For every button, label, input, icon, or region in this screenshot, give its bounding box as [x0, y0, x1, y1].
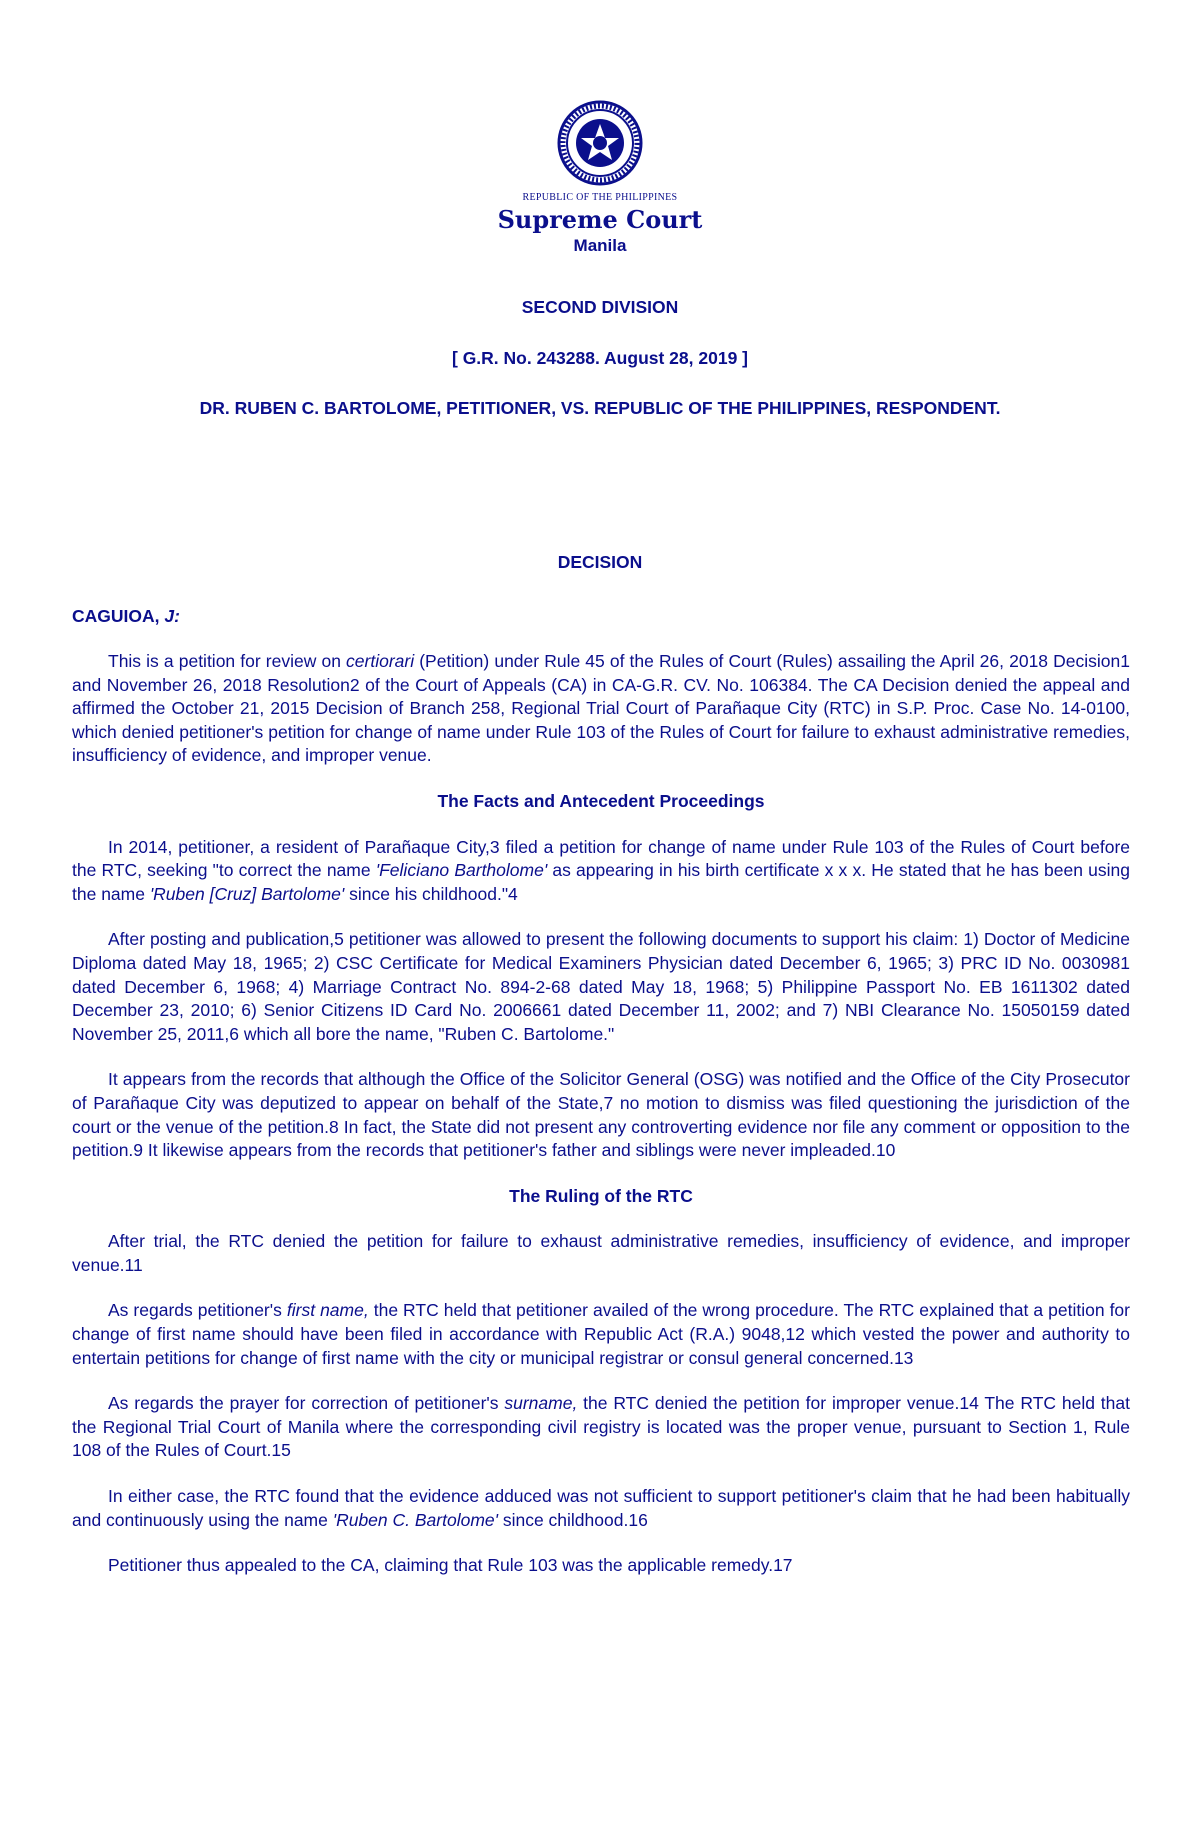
decision-body	[72, 650, 1130, 1600]
text-run-italic: surname,	[504, 1393, 578, 1414]
paragraph-4: It appears from the records that although the Office of the Solicitor General (OSG) was notified and the Office of the City Prosecutor of Parañaque City was deputized to appear on behalf of the State,7 no motion to dismiss was filed questioning the jurisdiction of the court or the venue of the petition.8 In fact, the State did not present any controverting evidence nor file any comment or opposition to the petition.9 It likewise appears from the records that petitioner's father and siblings were never impleaded.10	[72, 1069, 1130, 1161]
text-run-italic: 'Feliciano Bartholome'	[375, 860, 548, 881]
text-run: This is a petition for review on	[108, 651, 347, 671]
paragraph-5: After trial, the RTC denied the petition for failure to exhaust administrative remedies, insufficiency of evidence, and improper venue.11	[72, 1231, 1130, 1275]
text-run-italic: 'Ruben C. Bartolome'	[332, 1509, 498, 1530]
text-run-italic: certiorari	[346, 651, 415, 671]
section-heading-rtc-ruling: The Ruling of the RTC	[509, 1185, 693, 1206]
case-number: [ G.R. No. 243288. August 28, 2019 ]	[452, 348, 748, 368]
text-run: the RTC denied the petition for improper venue.14 The RTC held that the Regional Trial Court of Manila where the corresponding civil registry is located was the proper venue, pursuant to Section 1, Rule 108 of the Rules of Court.15	[72, 1393, 1130, 1461]
division-heading: SECOND DIVISION	[521, 297, 679, 317]
paragraph-2	[72, 836, 1130, 907]
ponente: CAGUIOA, J:	[72, 606, 180, 626]
republic-label: REPUBLIC OF THE PHILIPPINES	[522, 192, 678, 203]
text-run: In 2014, petitioner, a resident of Parañaque City,3 filed a petition for change of name under Rule 103 of the Rules of Court before the RTC, seeking "to correct the name	[72, 836, 1130, 881]
decision-heading: DECISION	[557, 552, 643, 572]
text-run: the RTC held that petitioner availed of the wrong procedure. The RTC explained that a petition for change of first name should have been filed in accordance with Republic Act (R.A.) 9048,12 which vested the power and authority to entertain petitions for change of first name with the city or municipal registrar or consul general concerned.13	[72, 1300, 1130, 1368]
text-run: (Petition) under Rule 45 of the Rules of Court (Rules) assailing the April 26, 2018 Decision1 and November 26, 2018 Resolution2 of the Court of Appeals (CA) in CA-G.R. CV. No. 106384. The CA Decision denied the appeal and affirmed the October 21, 2015 Decision of Branch 258, Regional Trial Court of Parañaque City (RTC) in S.P. Proc. Case No. 14-0100, which denied petitioner's petition for change of name under Rule 103 of the Rules of Court for failure to exhaust administrative remedies, insufficiency of evidence, and improper venue.	[72, 651, 1130, 766]
paragraph-3: After posting and publication,5 petitioner was allowed to present the following documents to support his claim: 1) Doctor of Medicine Diploma dated May 18, 1965; 2) CSC Certificate for Medical Examiners Physician dated December 6, 1965; 3) PRC ID No. 0030981 dated December 6, 1968; 4) Marriage Contract No. 894-2-68 dated May 18, 1968; 5) Philippine Passport No. EB 1611302 dated December 23, 2010; 6) Senior Citizens ID Card No. 2006661 dated December 11, 2002; and 7) NBI Clearance No. 15050159 dated November 25, 2011,6 which all bore the name, "Ruben C. Bartolome."	[72, 929, 1130, 1044]
paragraph-6	[72, 1299, 1130, 1370]
text-run: since his childhood."4	[344, 883, 518, 904]
ponente-title: J:	[164, 606, 180, 626]
text-run: As regards the prayer for correction of petitioner's	[108, 1393, 505, 1414]
court-name: Supreme Court	[497, 205, 703, 234]
paragraph-9: Petitioner thus appealed to the CA, claiming that Rule 103 was the applicable remedy.17	[108, 1555, 793, 1576]
text-run: since childhood.16	[497, 1509, 648, 1530]
text-run: In either case, the RTC found that the evidence adduced was not sufficient to support petitioner's claim that he had been habitually and continuously using the name	[72, 1486, 1130, 1530]
text-run: As regards petitioner's	[108, 1300, 287, 1321]
paragraph-7	[72, 1392, 1130, 1463]
court-header	[0, 100, 1200, 256]
text-run-italic: 'Ruben [Cruz] Bartolome'	[149, 883, 345, 904]
paragraph-8	[72, 1485, 1130, 1532]
text-run: as appearing in his birth certificate x x x. He stated that he has been using the name	[72, 860, 1130, 904]
text-run-italic: first name,	[286, 1300, 369, 1321]
paragraph-1	[72, 650, 1130, 768]
section-heading-facts: The Facts and Antecedent Proceedings	[437, 790, 765, 811]
case-parties: DR. RUBEN C. BARTOLOME, PETITIONER, VS. REPUBLIC OF THE PHILIPPINES, RESPONDENT.	[199, 398, 1001, 418]
supreme-court-seal-icon	[557, 100, 643, 186]
court-city: Manila	[573, 236, 627, 255]
